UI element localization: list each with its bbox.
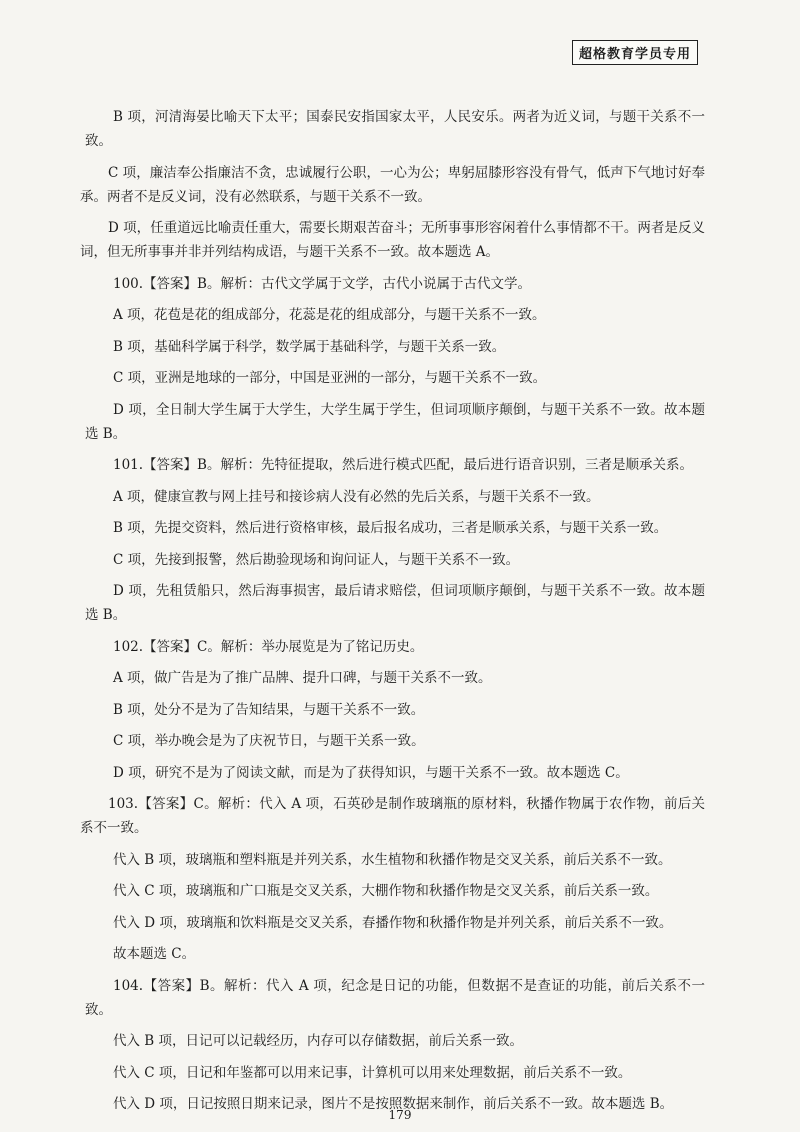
header-badge: 超格教育学员专用 [572,40,698,65]
paragraph: 故本题选 C。 [113,946,196,962]
paragraph: 103.【答案】C。解析：代入 A 项，石英砂是制作玻璃瓶的原材料，秋播作物属于农作物，前后关系不一致。 [80,796,705,836]
paragraph: B 项，基础科学属于科学，数学属于基础科学，与题干关系一致。 [113,338,506,355]
paragraph: D 项，研究不是为了阅读文献，而是为了获得知识，与题干关系不一致。故本题选 C。 [113,764,629,781]
paragraph: B 项，河清海晏比喻天下太平；国泰民安指国家太平，人民安乐。两者为近义词，与题干关系不一致。 [85,109,705,149]
paragraph: 代入 C 项，玻璃瓶和广口瓶是交叉关系，大棚作物和秋播作物是交叉关系，前后关系一致。 [113,883,659,899]
paragraph: 104.【答案】B。解析：代入 A 项，纪念是日记的功能，但数据不是查证的功能，前后关系不一致。 [85,977,705,1018]
paragraph: B 项，处分不是为了告知结果，与题干关系不一致。 [113,701,425,718]
paragraph: 代入 B 项，日记可以记载经历，内存可以存储数据，前后关系一致。 [113,1033,524,1049]
paragraph: C 项，先接到报警，然后勘验现场和询问证人，与题干关系不一致。 [113,551,520,568]
paragraph: 代入 C 项，日记和年鉴都可以用来记事，计算机可以用来处理数据，前后关系不一致。 [113,1064,632,1081]
paragraph: C 项，廉洁奉公指廉洁不贪，忠诚履行公职，一心为公；卑躬屈膝形容没有骨气，低声下气地讨好奉承。两者不是反义词，没有必然联系，与题干关系不一致。 [80,164,705,205]
paragraph: 代入 D 项，日记按照日期来记录，图片不是按照数据来制作，前后关系不一致。故本题选 B。 [113,1096,674,1112]
paragraph: 代入 B 项，玻璃瓶和塑料瓶是并列关系，水生植物和秋播作物是交叉关系，前后关系不一致。 [113,851,672,868]
paragraph: B 项，先提交资料，然后进行资格审核，最后报名成功，三者是顺承关系，与题干关系一致。 [113,520,668,536]
page-number: 179 [388,1108,412,1122]
paragraph: 102.【答案】C。解析：举办展览是为了铭记历史。 [113,638,424,655]
paragraph: 代入 D 项，玻璃瓶和饮料瓶是交叉关系，春播作物和秋播作物是并列关系，前后关系不一致。 [113,914,673,931]
paragraph: D 项，任重道远比喻责任重大，需要长期艰苦奋斗；无所事事形容闲着什么事情都不干。两者是反义词，但无所事事并非并列结构成语，与题干关系不一致。故本题选 A。 [80,220,705,260]
paragraph: A 项，健康宣教与网上挂号和接诊病人没有必然的先后关系，与题干关系不一致。 [113,488,600,505]
paragraph: A 项，做广告是为了推广品牌、提升口碑，与题干关系不一致。 [113,670,492,686]
paragraph: 101.【答案】B。解析：先特征提取，然后进行模式匹配，最后进行语音识别，三者是顺承关系。 [113,457,693,473]
paragraph: 100.【答案】B。解析：古代文学属于文学，古代小说属于古代文学。 [113,275,531,292]
paragraph: D 项，全日制大学生属于大学生，大学生属于学生，但词项顺序颠倒，与题干关系不一致。故本题选 B。 [85,401,705,442]
paragraph: D 项，先租赁船只，然后海事损害，最后请求赔偿，但词项顺序颠倒，与题干关系不一致。故本题选 B。 [85,583,705,623]
paragraph: C 项，举办晚会是为了庆祝节日，与题干关系一致。 [113,733,425,749]
paragraph: A 项，花苞是花的组成部分，花蕊是花的组成部分，与题干关系不一致。 [113,307,546,323]
paragraph: C 项，亚洲是地球的一部分，中国是亚洲的一部分，与题干关系不一致。 [113,370,547,386]
document-body [80,105,705,1124]
